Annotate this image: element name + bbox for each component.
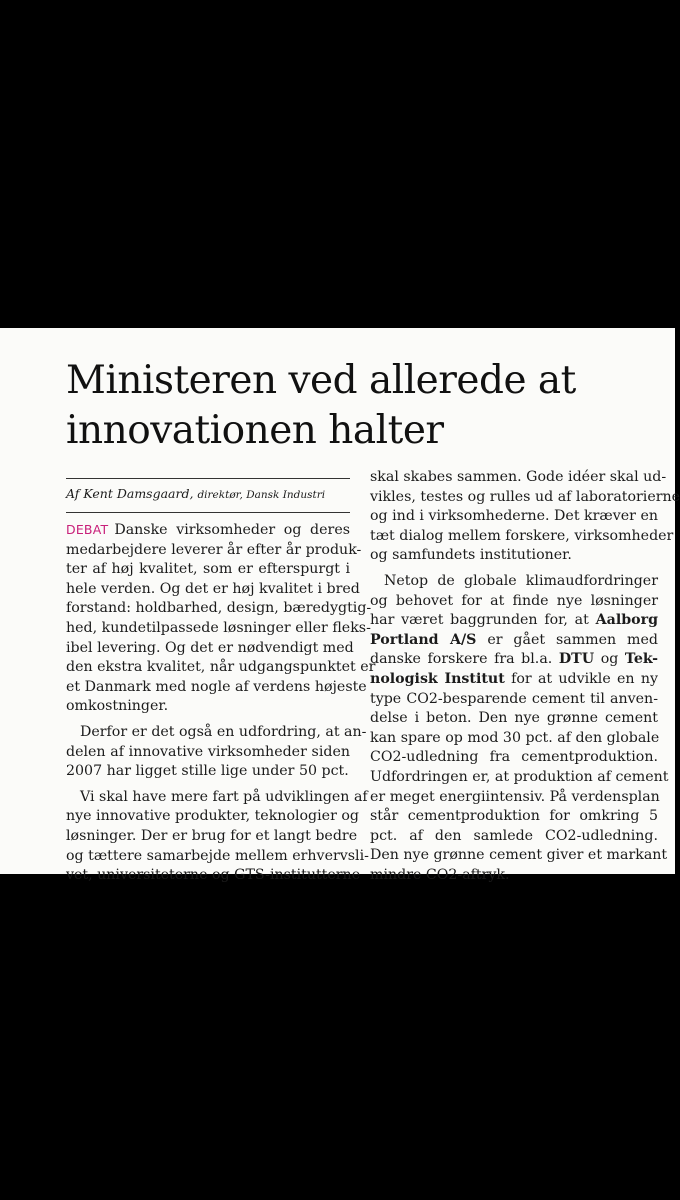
- body-line: [66, 580, 360, 600]
- body-line: delse i beton. Den nye grønne cement: [370, 710, 658, 727]
- left-column-body: [66, 520, 376, 886]
- company-name: Aalborg: [595, 612, 658, 629]
- institution-name: DTU: [558, 651, 595, 668]
- article-headline: [66, 356, 646, 456]
- body-line: tæt dialog mellem forskere, virksomheder: [370, 527, 674, 544]
- body-text: danske forskere fra bl.a.: [370, 651, 553, 668]
- company-name: Portland A/S: [370, 631, 477, 648]
- body-line: kan spare op mod 30 pct. af den globale: [370, 729, 660, 746]
- body-text: Danske virksomheder og deres: [114, 522, 350, 538]
- body-line: [66, 541, 362, 561]
- body-line: Den nye grønne cement giver et markant: [370, 847, 668, 864]
- body-line: [66, 678, 367, 698]
- body-text: har været baggrunden for, at: [370, 612, 589, 629]
- byline-author: Af Kent Damsgaard,: [66, 486, 194, 501]
- body-line: er meget energiintensiv. På verdensplan: [370, 788, 660, 805]
- body-text: medarbejdere leverer år efter år produk-: [66, 541, 362, 558]
- body-text: Vi skal have mere fart på udviklingen af: [80, 788, 368, 805]
- body-line: [66, 847, 369, 867]
- body-text: ter af høj kvalitet, som er efterspurgt i: [66, 561, 350, 578]
- byline-role: direktør, Dansk Industri: [197, 489, 326, 501]
- body-line: Netop de globale klimaudfordringer: [384, 572, 658, 589]
- body-line: [66, 697, 350, 717]
- body-line: [66, 658, 376, 678]
- body-line: pct. af den samlede CO2-udledning.: [370, 827, 658, 844]
- body-line: skal skabes sammen. Gode idéer skal ud-: [370, 469, 667, 485]
- body-line: CO2-udledning fra cementproduktion.: [370, 749, 658, 766]
- body-line: mindre CO2-aftryk.: [370, 866, 510, 883]
- body-line: [370, 650, 658, 670]
- byline: [66, 485, 350, 504]
- body-text: er gået sammen med: [487, 631, 658, 648]
- body-text: og tættere samarbejde mellem erhvervsli-: [66, 847, 369, 864]
- body-line: [370, 631, 658, 651]
- body-line: vikles, testes og rulles ud af laboratorierne: [370, 488, 680, 505]
- body-text: forstand: holdbarhed, design, bæredygtig-: [66, 600, 372, 617]
- body-line: [66, 619, 371, 639]
- body-text: løsninger. Der er brug for et langt bedre: [66, 827, 358, 844]
- headline-line-1: Ministeren ved allerede at: [66, 358, 576, 403]
- body-line: [66, 560, 350, 580]
- body-text: 2007 har ligget stille lige under 50 pct.: [66, 763, 349, 780]
- body-line: [66, 807, 359, 827]
- body-line: [370, 670, 658, 690]
- body-text: den ekstra kvalitet, når udgangspunktet er: [66, 659, 376, 676]
- body-line: [66, 827, 358, 847]
- body-text: hele verden. Og det er høj kvalitet i bred: [66, 580, 360, 597]
- body-text: Derfor er det også en udfordring, at an-: [80, 723, 367, 740]
- left-column: [66, 470, 376, 886]
- body-text: omkostninger.: [66, 698, 169, 715]
- body-line: og behovet for at finde nye løsninger: [370, 592, 658, 609]
- body-line: [66, 639, 354, 659]
- body-text: vet, universiteterne og GTS-institutterne: [66, 867, 361, 884]
- body-line: [66, 520, 350, 541]
- body-line: [66, 599, 372, 619]
- body-text: et Danmark med nogle af verdens højeste: [66, 678, 367, 695]
- body-line: [66, 723, 367, 743]
- body-line: type CO2-besparende cement til anven-: [370, 690, 658, 707]
- body-line: står cementproduktion for omkring 5: [370, 808, 658, 825]
- body-line: [66, 866, 361, 886]
- section-kicker: DEBAT: [66, 522, 109, 537]
- body-text: nye innovative produkter, teknologier og: [66, 808, 359, 825]
- institution-name: nologisk Institut: [370, 670, 505, 687]
- body-line: [66, 762, 350, 782]
- right-column: [370, 468, 680, 885]
- body-text: ibel levering. Og det er nødvendigt med: [66, 639, 354, 656]
- body-text: delen af innovative virksomheder siden: [66, 743, 350, 760]
- body-text: og: [600, 651, 619, 668]
- byline-divider-bottom: [66, 512, 350, 513]
- body-line: og ind i virksomhederne. Det kræver en: [370, 508, 658, 525]
- newspaper-clipping: [0, 328, 680, 884]
- headline-line-2: innovationen halter: [66, 408, 444, 453]
- body-text: for at udvikle en ny: [511, 670, 658, 687]
- body-line: [370, 611, 658, 631]
- body-line: og samfundets institutioner.: [370, 547, 572, 564]
- institution-name: Tek-: [624, 651, 658, 668]
- body-line: Udfordringen er, at produktion af cement: [370, 768, 669, 785]
- body-text: hed, kundetilpassede løsninger eller fleks-: [66, 619, 371, 636]
- body-line: [66, 743, 350, 763]
- byline-divider: [66, 478, 350, 479]
- body-line: [66, 788, 368, 808]
